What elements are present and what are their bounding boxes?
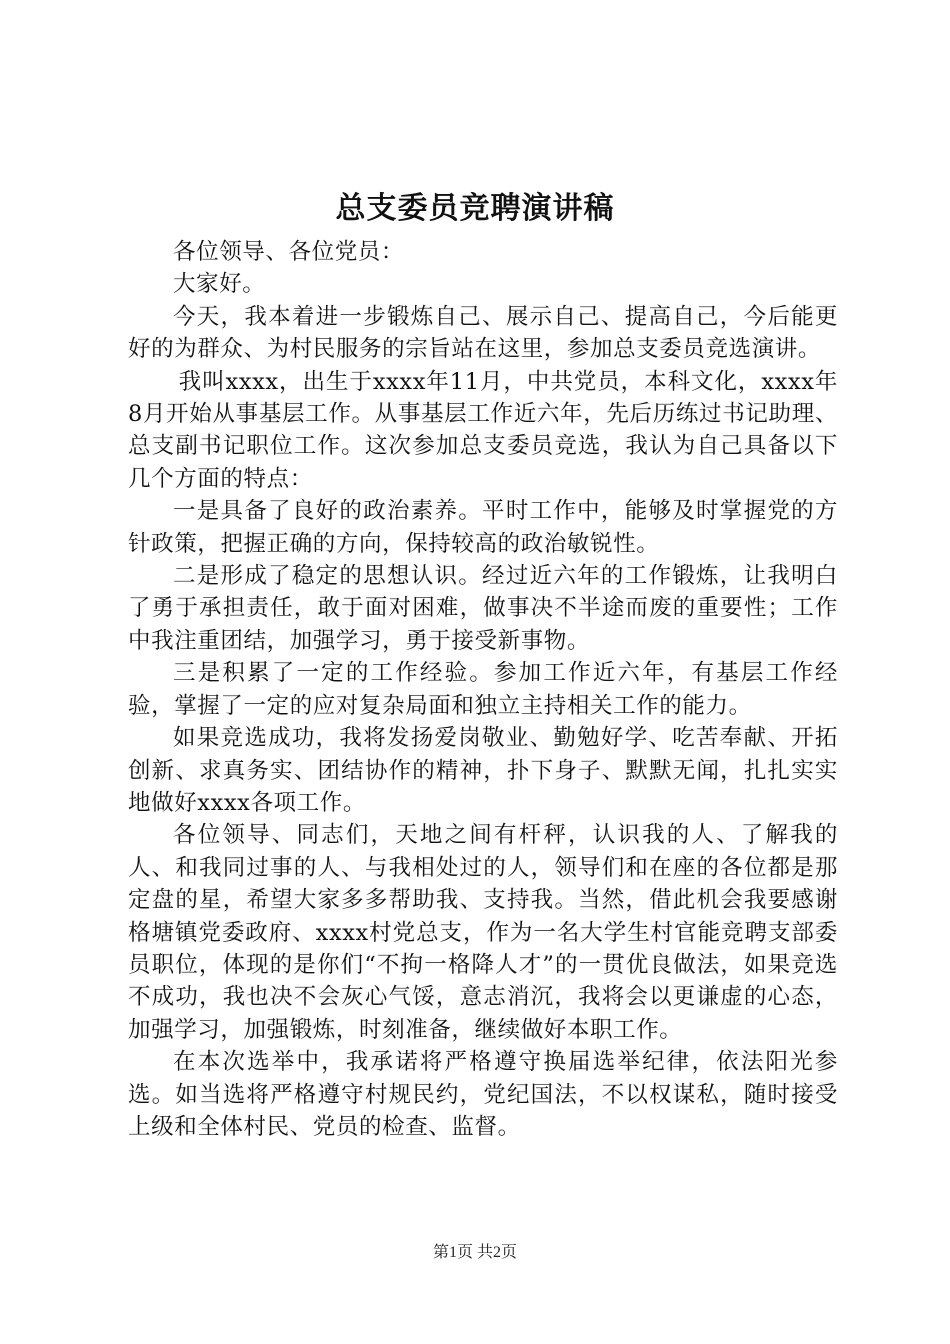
document-title: 总支委员竞聘演讲稿 bbox=[335, 191, 615, 226]
paragraph-point-three: 三是积累了一定的工作经验。参加工作近六年，有基层工作经验，掌握了一定的应对复杂局面和独立主持相关工作的能力。 bbox=[128, 660, 838, 719]
paragraph-salutation: 各位领导、各位党员： bbox=[173, 239, 405, 265]
paragraph-self-introduction: 我叫xxxx，出生于xxxx年11月，中共党员，本科文化，xxxx年8月开始从事基层工作。从事基层工作近六年，先后历练过书记助理、总支副书记职位工作。这次参加总支委员竞选，我认为自己具备以下几个方面的特点： bbox=[128, 368, 838, 492]
document-body bbox=[128, 236, 838, 1143]
paragraph-greeting: 大家好。 bbox=[173, 271, 266, 298]
paragraph-commitment: 如果竞选成功，我将发扬爱岗敬业、勤勉好学、吃苦奉献、开拓创新、求真务实、团结协作的精神，扑下身子、默默无闻，扎扎实实地做好xxxx各项工作。 bbox=[128, 725, 838, 816]
page-number-footer: 第1页 共2页 bbox=[432, 1244, 517, 1261]
paragraph-point-one: 一是具备了良好的政治素养。平时工作中，能够及时掌握党的方针政策，把握正确的方向，保持较高的政治敏锐性。 bbox=[128, 498, 838, 557]
paragraph-pledge: 在本次选举中，我承诺将严格遵守换届选举纪律，依法阳光参选。如当选将严格遵守村规民约，党纪国法，不以权谋私，随时接受上级和全体村民、党员的检查、监督。 bbox=[128, 1049, 838, 1140]
paragraph-point-two: 二是形成了稳定的思想认识。经过近六年的工作锻炼，让我明白了勇于承担责任，敢于面对困难，做事决不半途而废的重要性；工作中我注重团结，加强学习，勇于接受新事物。 bbox=[128, 563, 838, 654]
paragraph-thanks: 各位领导、同志们，天地之间有杆秤，认识我的人、了解我的人、和我同过事的人、与我相处过的人，领导们和在座的各位都是那定盘的星，希望大家多多帮助我、支持我。当然，借此机会我要感谢格塘镇党委政府、xxxx村党总支，作为一名大学生村官能竞聘支部委员职位，体现的是你们“不拘一格降人才”的一贯优良做法，如果竞选不成功，我也决不会灰心气馁，意志消沉，我将会以更谦虚的心态，加强学习，加强锻炼，时刻准备，继续做好本职工作。 bbox=[128, 822, 838, 1043]
paragraph-intro: 今天，我本着进一步锻炼自己、展示自己、提高自己，今后能更好的为群众、为村民服务的宗旨站在这里，参加总支委员竞选演讲。 bbox=[128, 303, 838, 363]
